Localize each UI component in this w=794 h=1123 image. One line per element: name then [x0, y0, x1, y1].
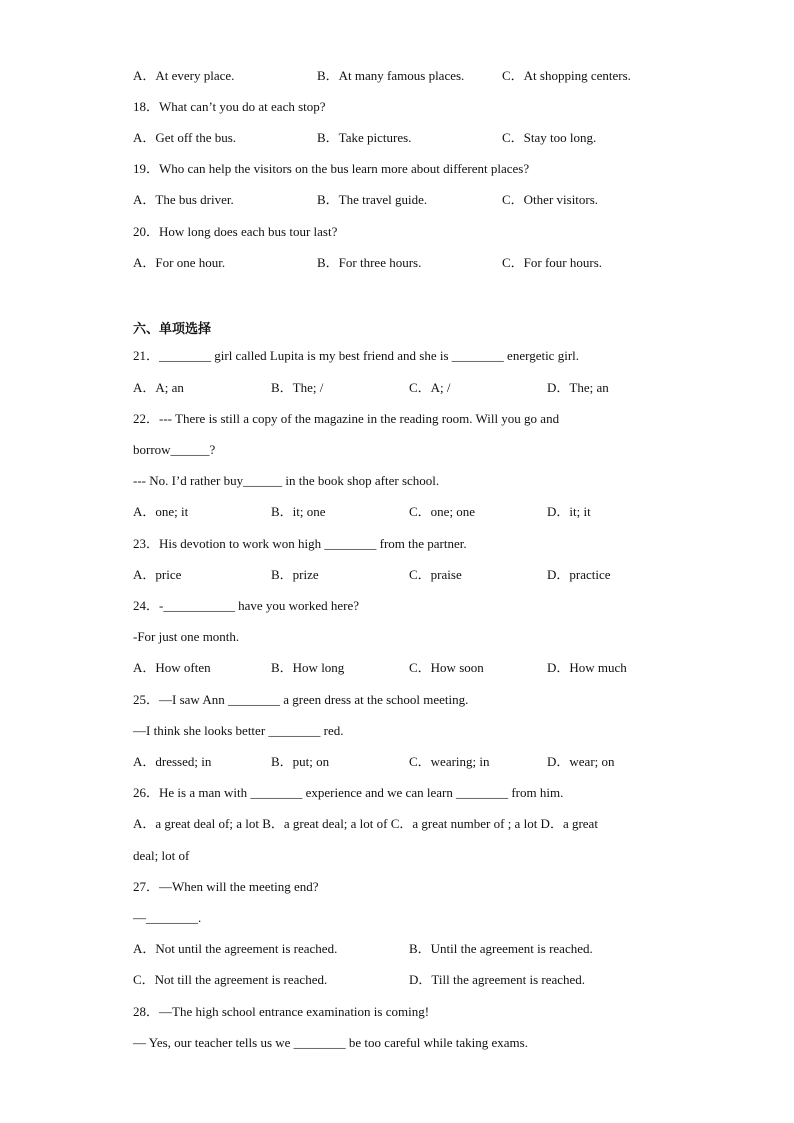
q24-stem-line1: 24．-___________ have you worked here?: [133, 598, 359, 613]
q20-option-b: B．For three hours.: [317, 255, 422, 270]
q24-option-a: A．How often: [133, 660, 211, 675]
q26-options-line1: A．a great deal of; a lot B．a great deal; a lot of C．a great number of ; a lot D．a great: [133, 816, 598, 831]
q25-option-a: A．dressed; in: [133, 754, 212, 769]
q24-stem-line2: -For just one month.: [133, 629, 240, 644]
q18-stem: 18．What can’t you do at each stop?: [133, 99, 326, 114]
q21-stem: 21．________ girl called Lupita is my best friend and she is ________ energetic girl.: [133, 348, 580, 363]
q24-option-c: C．How soon: [409, 660, 484, 675]
q25-stem-line2: —I think she looks better ________ red.: [133, 723, 344, 738]
q17-option-a: A．At every place.: [133, 68, 235, 83]
q19-option-c: C．Other visitors.: [502, 192, 599, 207]
q26-stem: 26．He is a man with ________ experience and we can learn ________ from him.: [133, 785, 564, 800]
q28-stem-line1: 28．—The high school entrance examination is coming!: [133, 1004, 430, 1019]
q25-option-c: C．wearing; in: [409, 754, 490, 769]
q25-option-d: D．wear; on: [547, 754, 615, 769]
q25-option-b: B．put; on: [271, 754, 330, 769]
q22-stem-line2: borrow______?: [133, 442, 216, 457]
q27-option-c: C．Not till the agreement is reached.: [133, 972, 328, 987]
q22-option-c: C．one; one: [409, 504, 476, 519]
q18-option-a: A．Get off the bus.: [133, 130, 237, 145]
q22-stem-line1: 22．--- There is still a copy of the magazine in the reading room. Will you go and: [133, 411, 560, 426]
q22-option-a: A．one; it: [133, 504, 189, 519]
q19-option-a: A．The bus driver.: [133, 192, 234, 207]
q22-stem-line3: --- No. I’d rather buy______ in the book shop after school.: [133, 473, 440, 488]
q18-option-b: B．Take pictures.: [317, 130, 412, 145]
q24-option-d: D．How much: [547, 660, 627, 675]
q23-option-d: D．practice: [547, 567, 611, 582]
q27-option-d: D．Till the agreement is reached.: [409, 972, 586, 987]
q23-stem: 23．His devotion to work won high ________ from the partner.: [133, 536, 467, 551]
q26-options-line2: deal; lot of: [133, 848, 190, 863]
q23-option-c: C．praise: [409, 567, 462, 582]
q25-stem-line1: 25．—I saw Ann ________ a green dress at the school meeting.: [133, 692, 469, 707]
q28-stem-line2: — Yes, our teacher tells us we ________ be too careful while taking exams.: [133, 1035, 528, 1050]
section-title: 六、单项选择: [133, 322, 212, 337]
q20-option-a: A．For one hour.: [133, 255, 226, 270]
q21-option-d: D．The; an: [547, 380, 609, 395]
q18-option-c: C．Stay too long.: [502, 130, 597, 145]
q20-option-c: C．For four hours.: [502, 255, 603, 270]
q22-option-b: B．it; one: [271, 504, 326, 519]
q23-option-a: A．price: [133, 567, 182, 582]
q23-option-b: B．prize: [271, 567, 319, 582]
q27-stem-line2: —________.: [133, 910, 202, 925]
q21-option-b: B．The; /: [271, 380, 324, 395]
q22-option-d: D．it; it: [547, 504, 591, 519]
q17-option-c: C．At shopping centers.: [502, 68, 631, 83]
q24-option-b: B．How long: [271, 660, 345, 675]
q19-stem: 19．Who can help the visitors on the bus learn more about different places?: [133, 161, 530, 176]
q21-option-c: C．A; /: [409, 380, 451, 395]
q17-option-b: B．At many famous places.: [317, 68, 465, 83]
q19-option-b: B．The travel guide.: [317, 192, 428, 207]
q27-option-b: B．Until the agreement is reached.: [409, 941, 593, 956]
q21-option-a: A．A; an: [133, 380, 184, 395]
q27-option-a: A．Not until the agreement is reached.: [133, 941, 338, 956]
q27-stem-line1: 27．—When will the meeting end?: [133, 879, 319, 894]
q20-stem: 20．How long does each bus tour last?: [133, 224, 338, 239]
